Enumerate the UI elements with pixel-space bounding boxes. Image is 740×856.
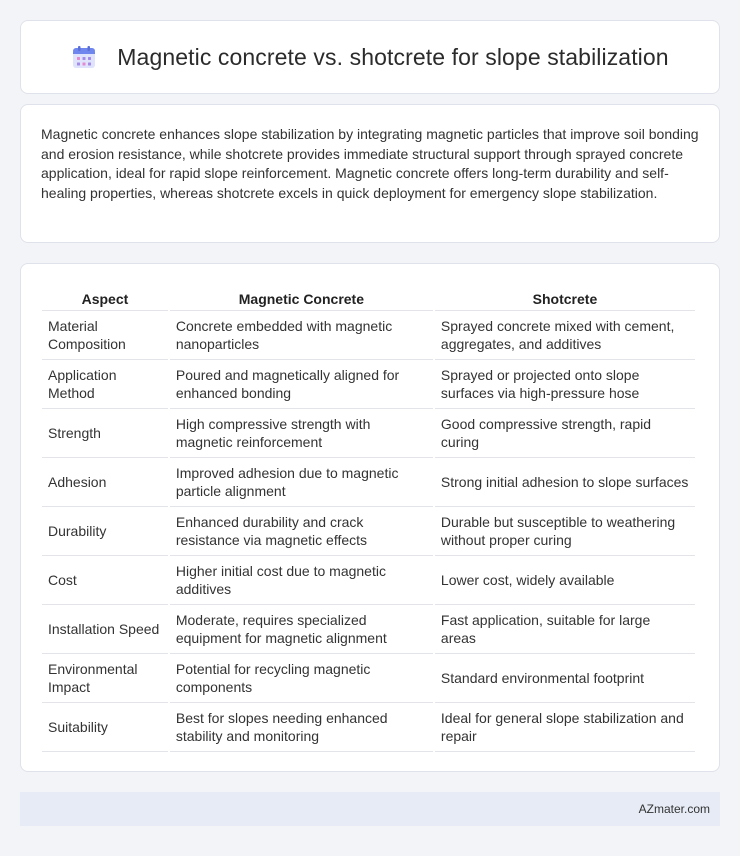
magnetic-concrete-cell: Potential for recycling magnetic components: [170, 654, 433, 703]
shotcrete-cell: Standard environmental footprint: [435, 654, 695, 703]
aspect-cell: Strength: [42, 409, 168, 458]
aspect-cell: Environmental Impact: [42, 654, 168, 703]
table-row: [42, 703, 695, 752]
magnetic-concrete-cell: Improved adhesion due to magnetic particle alignment: [170, 458, 433, 507]
title-card: [20, 20, 720, 94]
shotcrete-cell: Lower cost, widely available: [435, 556, 695, 605]
magnetic-concrete-cell: Moderate, requires specialized equipment for magnetic alignment: [170, 605, 433, 654]
footer: [20, 792, 720, 826]
aspect-cell: Suitability: [42, 703, 168, 752]
shotcrete-cell: Sprayed or projected onto slope surfaces via high-pressure hose: [435, 360, 695, 409]
magnetic-concrete-cell: Concrete embedded with magnetic nanoparticles: [170, 311, 433, 360]
shotcrete-cell: Sprayed concrete mixed with cement, aggregates, and additives: [435, 311, 695, 360]
aspect-cell: Cost: [42, 556, 168, 605]
shotcrete-cell: Good compressive strength, rapid curing: [435, 409, 695, 458]
magnetic-concrete-cell: Poured and magnetically aligned for enhanced bonding: [170, 360, 433, 409]
footer-brand: AZmater.com: [638, 802, 710, 816]
intro-card: [20, 104, 720, 243]
shotcrete-cell: Ideal for general slope stabilization and repair: [435, 703, 695, 752]
table-row: [42, 654, 695, 703]
magnetic-concrete-cell: Best for slopes needing enhanced stability and monitoring: [170, 703, 433, 752]
aspect-cell: Material Composition: [42, 311, 168, 360]
table-row: [42, 409, 695, 458]
table-row: [42, 605, 695, 654]
table-header-row: [42, 284, 695, 311]
table-row: [42, 360, 695, 409]
header-shotcrete: Shotcrete: [435, 284, 695, 311]
calendar-icon: [71, 44, 97, 70]
header-aspect: Aspect: [42, 284, 168, 311]
aspect-cell: Adhesion: [42, 458, 168, 507]
table-row: [42, 458, 695, 507]
aspect-cell: Durability: [42, 507, 168, 556]
shotcrete-cell: Durable but susceptible to weathering without proper curing: [435, 507, 695, 556]
table-row: [42, 507, 695, 556]
aspect-cell: Installation Speed: [42, 605, 168, 654]
comparison-table: [40, 284, 697, 752]
page-title: Magnetic concrete vs. shotcrete for slope stabilization: [117, 43, 669, 70]
shotcrete-cell: Strong initial adhesion to slope surfaces: [435, 458, 695, 507]
aspect-cell: Application Method: [42, 360, 168, 409]
header-magnetic-concrete: Magnetic Concrete: [170, 284, 433, 311]
comparison-card: [20, 263, 720, 772]
intro-text: Magnetic concrete enhances slope stabilization by integrating magnetic particles that improve soil bonding and erosion resistance, while shotcrete provides immediate structural support through sprayed concrete application, ideal for rapid slope reinforcement. Magnetic concrete offers long-term durability and self-healing properties, whereas shotcrete excels in quick deployment for emergency slope stabilization.: [41, 126, 699, 201]
magnetic-concrete-cell: Enhanced durability and crack resistance via magnetic effects: [170, 507, 433, 556]
magnetic-concrete-cell: Higher initial cost due to magnetic additives: [170, 556, 433, 605]
shotcrete-cell: Fast application, suitable for large areas: [435, 605, 695, 654]
table-row: [42, 556, 695, 605]
table-row: [42, 311, 695, 360]
magnetic-concrete-cell: High compressive strength with magnetic reinforcement: [170, 409, 433, 458]
